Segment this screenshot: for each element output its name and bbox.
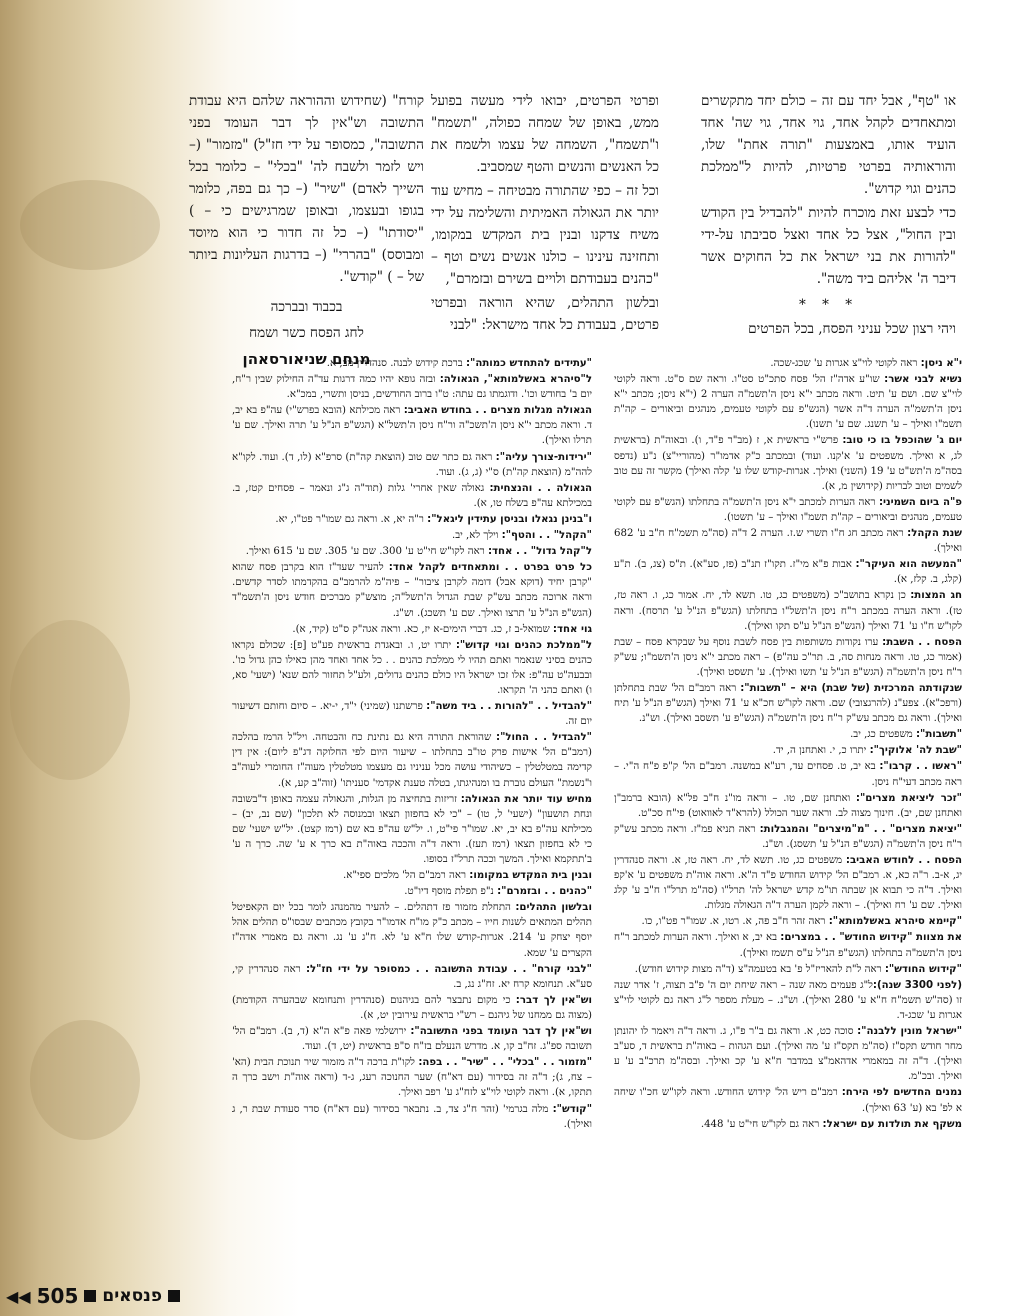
footnote-heading: שנקודתה המרכזית (של שבת) היא – "תשבות": [740,682,963,694]
footnote [614,822,962,852]
footnote-heading: "לבני קורח" . . עבודת התשובה . . כמסופר על ידי חז"ל: [305,963,592,975]
footnote-heading: נמנים החדשים לפי הירח: [841,1087,962,1099]
footnote-text: ראה גם לקו"ש חי"ט ע' 448. [700,1118,823,1130]
footnote-text: ברכת קידוש לבנה. סנהדרין מב, א. [326,358,466,369]
footnote [614,588,962,633]
footnote-heading: "קידוש החודש": [884,963,962,975]
footnote-heading: הפסח . . השבת: [882,636,962,648]
footnote-heading: גוי אחד: [552,623,592,635]
footnote [614,914,962,929]
footnote-heading: כל פרט בפרט . . ומתאחדים לקהל אחד: [388,562,592,574]
paragraph: ויהי רצון שכל עניני הפסח, בכל הפרטים [748,321,956,337]
footnote-text: להעיר שעד"ז הוא בקרבן פסח שהוא "קרבן יחיד (דוקא אבל) דומה לקרבן ציבור" – פיה"מ להרמב"ם בהקדמתו לסדר קדשים. וראה ארוכה מכתב עש"ק שבת הגדול ה'תשל"ה; מוצש"ק מברכים חודש ניסן ה'תשמ"ד (הגש"פ הנ"ל ע' תרצו ואילך. שם ע' תשכג). וש"נ. [232,562,592,619]
footnote-text: זריזות בתחיצה מן הגלות, והגאולה עצמה באופן ד"בשובה ונחת תושעון" (ישעי' ל, טו) – "כי לא בחפזון תצאו ובמנוסה לא תלכון" (שם נב, יב) – מכילתא עה"פ בא יב, יא. שמו"ר פי"ט, ו. יל"ש עה"פ בא שם (רמז קצט). יל"ש ישעי' שם כי לא בחפזון תצאו (רמז תעז). וראה ד"ה והככה באוה"ת בא כרך א ע' שה. כרך ה ע' ב'תתקמא ואילך. המשך וככה תרל"ז בסופו. [232,793,592,865]
footnote [614,853,962,913]
footnote-text: התחלת מזמור פז דתהלים. – להעיר מהמנהג לומר בכל יום הקאפיטל תהלים המתאים לשנות חייו – מכתב כ"ק מו"ח אדמו"ר בקובץ מכתבים שבסו"ס תהלים אהל יוסף יצחק ע' 214. אגרות-קודש שלו ח"א ע' לא. ח"ג ע' נג. וראה גם מאמרי אדה"ז הקצרים ע' שמא. [232,902,592,959]
footnote-heading: י"א ניסן: [920,358,962,369]
footnote-heading: נשיא לבני אשר: [884,374,962,386]
footnote-heading: "תשבות": [915,729,962,741]
footnote-text: ראה רמב"ם הל' שבת בתחלתן (ורפכ"א). צפע"נ (להרגצובי) שם. וראה לקו"ש חכ"א ע' 71 ואילך (הגש"פ הנ"ל ע' תיח ואילך). וראה גם מכתב עש"ק ר"ח ניסן ה'תשמ"ה (הגש"פ ע' תשסב ואילך). וש"נ. [614,682,963,725]
footnote [232,528,592,543]
footnote-text: ראה מכילתא (הובא בפרש"י) עה"פ בא יב, ד. וראה מכתב י"א ניסן ה'תשכ"ה ור"ח ניסן ה'תשל"א (הגש"פ הנ"ל ע' תרה ואילך. שם ע' תרלו ואילך). [232,405,592,447]
footnote-text: אבות פ"א מי"ז. תקו"ז תנ"ב (פז, סע"א). ת"ס (צג, ב). ת"ע (קלג, ב. קלז, א). [614,559,962,586]
footnote-heading: פ"ה ביום השמיני: [878,496,962,508]
footnote [232,900,592,960]
footnote-heading: הפסח . . לחודש האביב: [845,855,962,866]
footnote [232,1024,592,1054]
footnote [232,372,592,402]
footnote [232,730,592,790]
footnote-heading: וש"אין לך דבר העומד בפני התשובה": [410,1026,593,1038]
footnote-heading: "שבת לה' אלוקיך": [869,745,962,757]
signature: מנחם שניאורסאהן [242,350,371,368]
footnote-heading: "הקהל" . . והטף": [501,530,592,542]
footnote [614,930,962,960]
footnote-heading: ל"קהל גדול" . . אחד: [487,546,592,558]
footnote [614,1117,962,1132]
footnote-text: רמב"ם ריש הל' קידוש החודש. וראה לקו"ש חכ"ו שיחה א לפ' בא (ע' 63 ואילך). [614,1087,962,1114]
footnote-text: ראה ל"ת להאריז"ל פ' בא בטעמה"צ (ד"ה מצות קידוש חודש). [634,963,885,975]
footnote-heading: "קודש": [552,1103,592,1115]
footnote-text: ובזה גופא יהיו כמה דרגות עד"ה החילוק שבין ר"ח, יום ב' בחודש וכו'. ודוגמתו גם עתה: ט"ו ברוב החודשים, בניסן ותשרי, במכ"א. [232,374,592,401]
section-divider: * * * [798,297,859,313]
footnote-heading: ובלשון התהלים: [515,902,592,914]
footnote [232,512,592,527]
footnote-heading: "זכר ליציאת מצרים": [855,792,962,804]
footnote-heading: "יציאת מצרים" . . "מ"מיצרים" והמגבלות: [759,823,963,835]
footnote [614,759,962,789]
footnote-heading: ל"ממלכת כהנים וגוי קדוש": [455,639,592,651]
footnote [232,993,592,1023]
square-bullet-icon [84,1290,96,1302]
paragraph: וכל זה – כפי שהתורה מבטיחה – מחיש עוד יותר את הגאולה האמיתית והשלימה על ידי משיח צדקנו ובנין בית המקדש במקומו, ותחזינה עינינו – כולנו אנשים נשים וטף – "כהנים בעבודתם ולויים בשירם ובזמרם", [431,183,659,287]
footnote-text: משפטים כג, יב. [850,729,916,741]
square-bullet-icon [168,1290,180,1302]
paper-stain [20,180,160,270]
footnote-heading: ובנין בית המקדש במקומו: [469,870,592,882]
footnote-text: כן נקרא בתושב"כ (משפטים כג, טו. תשא לד, יח. אמור כג, ו. ראה טז, טז). וראה הערה במכתב ר"ח ניסן ה'תשל"ו בתחלתו (הגש"פ הנ"ל ע' תרסח). וראה לקו"ש ח"ו ע' 71 ואילך (הגש"פ הנ"ל ע"ס תקו ואילך). [614,590,962,632]
closing-greeting: לחג הפסח כשר ושמח [249,325,364,341]
footnote-text: שו"ע אדה"ז הל' פסח סתכ"ט סט"ו. וראה שם ס"ט. וראה לקוטי לוי"צ שם. ושם ע' תיט. וראה מכתב י"א ניסן ה'תשמ"ה הערה 2 (י"א ניסן; מכתב י"א ניסן ה'תשמ"ה הערה ד"ה אשר (הגש"פ עם לקוטי טעמים, מנהגים וביאורים – קה"ת תשמ"ו ואילך – ע' תשנג. שם ע' תשנו). [614,374,962,431]
footnote [232,868,592,883]
footnote [232,622,592,637]
footnote [232,699,592,729]
footnote-heading: (לפני 3300 שנה): [872,979,962,991]
footnote-text: מלה בגרמי' (זהר ח"ג צד, ב. נתבאר בסידור (עם דא"ח) סדר סעודת שבת ר, ג ואילך). [232,1103,592,1130]
footnote [614,635,962,680]
page-arrow-icon: ◀◀ [6,1286,31,1306]
footnote [614,1085,962,1115]
footnote-heading: "ישראל מונין ללבנה": [857,1026,962,1038]
footnote [614,356,962,371]
footnote [232,403,592,448]
footnote [614,1024,962,1084]
footnote [232,962,592,992]
paragraph: ובלשון התהלים, שהיא הוראה ובפרטי פרטים, בעבודת כל אחד מישראל: "לבני [431,295,659,333]
footnote-heading: ו"בנינן נגאלו ובניסן עתידין ליגאל": [427,513,592,525]
footnote-text: יתרו כ, י. ואתחנן ה, יד. [772,745,870,757]
footnote-text: ראה לקוטי לוי"צ אגרות ע' שכג-שכה. [770,358,921,369]
footnote-heading: יום ג' שהוכפל בו כי טוב: [842,435,962,447]
footnote-heading: "להבדיל . . החול": [496,732,592,744]
footnote-text: שהוראת התורה היא גם נתינת כח והבטחה. ויל"ל הרמז בהלכה (רמב"ם הל' אישות פרק טו"ב בתחלתו – שיעור היום לפי החלוקה דג"פ ליום): אין דין קדימה במטלטלין – כשיהודי עושה מכל עניניו גם מעצמו מטלטלין מעוה"ז החומרי לעוה"ב ו"נשמת" העולם גוברת בו ומנהיגתו, בטלה טענת אקדמי' סעניתו' (זוה"ב קע, א). [232,732,592,789]
intro-column-3 [189,90,424,372]
footnote-heading: שנת הקהל: [907,528,962,540]
footnote [232,638,592,698]
footnote [614,978,962,1023]
footnote [232,1055,592,1100]
footnote-heading: מחיש עוד יותר את הגאולה: [460,793,592,805]
footnote [232,356,592,371]
notes-column-left [232,356,592,1133]
footnote-heading: "המעשה הוא העיקר": [855,559,962,571]
footnote [232,792,592,867]
footnote-text: גאולה שאין אחרי' גלות (תוד"ה ג"ג ונאמר – פסחים קטז, ב. במכילתא עה"פ בשלח טו, א). [232,482,592,509]
footnote-heading: "להבדיל . . "להורות . . ביד משה": [426,701,592,713]
footnote [614,495,962,525]
footnote-text: כי מקום נתבצר להם בגיהנום (סנהדרין ותנחומא שבהערה הקודמת) (מצוה גם ממחנו של גיהנם – רש"י בראשית עירובין יט, א). [232,994,592,1021]
footnote [232,884,592,899]
footnote [614,962,962,977]
footnote-heading: וש"אין לך דבר: [515,994,592,1006]
footnote [614,372,962,432]
paper-stain [30,1020,140,1140]
footnote-text: ראה תניא פמ"ז. וראה מכתב עש"ק ר"ח ניסן ה'תשמ"ה (הגש"פ הנ"ל ע' תשסג). וש"נ. [614,823,962,850]
footnote-text: וילך לא, יב. [451,530,502,542]
footnote-heading: הגאולה מגלות מצרים . . בחודש האביב: [403,405,592,417]
footnote [232,1102,592,1132]
footnote-heading: "ירידות-צורך עליה": [495,451,592,463]
footnote-text: פרשתנו (שמיני) י"ד, י-יא. – סיום וחותם דשיעור יום זה. [232,701,592,728]
footnote [232,560,592,620]
footnote-text: יתרו יט, ו. ובאגדת בראשית פע"ט [פ]: שכולם נקראו כהנים בסיני שנאמר ואתם תהיו לי ממלכת כהנים . . כל אחד ואחד מהן כאילו כהן גדול כו'. ובבעה"ט עה"פ: אלו זכו ישראל היו כולם כהנים גדולים, ולע"ל תחזור להם שנא' (ישעי' סא, ו) ואתם כהני ה' תקראו. [232,639,592,696]
footnote-text: ראה סנהדרין קי, סע"א. תנחומא קרח יא. זח"ג נג, ב. [232,963,592,990]
footnote-heading: את מצוות "קידוש החודש" . . במצרים: [780,932,962,944]
footnote [614,791,962,821]
footnote-text: ל"ג פעמים מאה שנה – ראה שיחת יום ה' פ"ב תצוה, ז' אדר שנה זו (סה"ש תשמ"ח ח"א ע' 280 ואילך). וש"נ. – מעלת מספר ל"ג ראה גם לקוטי לוי"צ אגרות ע' שכג-ד. [614,979,962,1021]
footnote-heading: "קיימא סיהרא באשלמותא": [828,916,962,928]
closing-blessing: בכבוד ובברכה [270,299,343,315]
footnote-heading: הגאולה . . והנצחית: [489,482,592,494]
footnote-text: ערו נקודות משותפות בין פסח לשבת נוסף על שבקרא פסח – שבת (אמור כג, טו. וראה מנחות סה, ב. תר"כ עה"פ) – ראה מכתב י"א ניסן ה'תשמ"ו; עש"ק ר"ח ניסן ה'תשמ"ה (הגש"פ הנ"ל ע' תשו ואילך). ע' תשסט ואילך). [614,636,962,678]
footnote-text: ראה מכתב חג ח"ו תשרי ש.ז. הערה 2 ד"ה (סה"מ תשמ"ח ח"ב ע' 682 ואילך). [614,528,962,555]
footnote-text: ראה לקו"ש חי"ט ע' 300. שם ע' 305. שם ע' 615 ואילך. [245,546,488,558]
footnote-text: לקו"ת ברכה ד"ה מזמור שיר תנוכת הבית (הא' – צח, ג); ד"ה זה בסידור (עם דא"ח) שער החנוכה רעג, ג-ד (וראה אוה"ת וישב כרך ה תתקו, א). וראה לקוטי לוי"צ לזח"ג ע' רפב ואילך. [232,1057,592,1099]
footnote-text: ראה זהר ח"ב פה, א. רטו, א. שמו"ר פט"ו, כו. [641,916,829,928]
intro-column-2 [431,90,659,338]
footnote-heading: "עתידים להתחדש כמותה": [465,358,592,369]
magazine-name: פנסאים [102,1286,163,1306]
footnote [232,544,592,559]
paper-stain [10,620,130,780]
page-footer [6,1284,180,1308]
footnote-text: בא יב, א ואילך. וראה הערות למכתב ר"ח ניסן ה'תשמ"ה בתחלתו (הגש"פ הנ"ל ע"ס תשמז ואילך). [614,932,962,959]
footnote-text: ירושלמי פאה פ"א ה"א (ד, ב). רמב"ם הל' תשובה ספ"ג. זח"ב קו, א. מדרש הנעלם בז"ח ס"פ בראשית (יט, ד). ועוד. [232,1026,592,1053]
footnote-text: ואתחנן שם, טו. – וראה מו"נ ח"ב פל"א (הובא ברמב"ן ואתחנן שם, יב). חינוך מצוה לב. וראה שער הכולל (להרא"ד לאוואוט) פי"ח סכ"ט. [614,792,962,819]
footnote [614,526,962,556]
footnote [614,727,962,742]
footnote-text: ראה הערות למכתב י"א ניסן ה'תשמ"ה בתחלתו (הגש"פ עם לקוטי טעמים, מנהגים וביאורים – קה"ת תשמ"ו ואילך – ע' תשטו). [614,496,962,523]
page-number: 505 [36,1284,79,1308]
footnote-heading: חג המצות: [910,590,962,602]
footnote [614,743,962,758]
footnote-heading: "ראשו . . קרבו": [879,761,962,773]
footnote-text: ר"ה יא, א. וראה גם שמו"ר פט"ו, יא. [275,513,428,525]
footnote-text: נ"פ תפלת מוסף דיו"ט. [404,886,498,898]
paragraph: קורח" (שחידוש וההוראה שלהם היא עבודת התשובה וש"אין לך דבר העומד בפני התשובה", כמסופר על ידי חז"ל) "מזמור" (– ויש לזמר ולשבח לה' "בכלי" – כלומר בכל השייך לאדם) "שיר" (– כך גם בפה, כלומר בגופו ובעצמו, ובאופן שמרגישים כי – ) "יסודתו" (– כל זה חדור כי הוא מיוסד ומבוסס) "בהררי" (– בדרגות העליונות ביותר של – ) "קודש". [189,93,424,285]
footnote-heading: "כהנים . . ובזמרם": [497,886,592,898]
footnote-text: ראה רמב"ם הל' מלכים ספי"א. [343,870,470,882]
paragraph: ופרטי הפרטים, יבואו לידי מעשה בפועל ממש, באופן של שמחה כפולה, "תשמח" ו"תשמח", השמחה של עצמו ולשמח את כל האנשים והנשים והטף שמסביב. [431,93,659,175]
notes-column-right [614,356,962,1133]
footnote-text: פרש"י בראשית א, ז (מב"ר פ"ד, ו). ובאוה"ת (בראשית לג, א ואילך. משפטים ע' א'קנו. ועוד) ובמכתב כ"ק אדמו"ר (מהוריי"צ) נ"ע (נדפס בסה"מ ה'תש"ט ע' 19 (השני) ואילך. אגרות-קודש שלו ע' קלה ואילך) מקשר זה עם טוב לשמים וטוב לבריות (קידושין מ, א). [614,435,962,492]
footnote-text: שמואל-ב ז, כג. דברי הימים-א יז, כא. וראה אגה"ק ס"ט (קיד, א). [292,623,553,635]
footnote [614,433,962,493]
footnote-text: בא יב, ט. פסחים עד, רע"א במשנה. רמב"ם הל' ק"פ פ"ח ה"י. – ראה מכתב דעי"ח ניסן. [614,761,962,788]
footnote-text: ראה גם כתר שם טוב (הוצאת קה"ת) סרפ"א (לו, ד). ועוד. לקו"א להה"מ (הוצאת קה"ת) ס"י (ג, ג). ועוד. [232,451,592,478]
paragraph: או "טף", אבל יחד עם זה – כולם יחד מתקשרים ומתאחדים לקהל אחד, גוי אחד, גוי שה' אחד הועיד אותו, באמצעות "תורה אחת" שלו, והוראותיה בפרטי פרטיות, להיות ל"ממלכת כהנים וגוי קדוש". [701,93,956,197]
footnote-heading: ל"סיהרא באשלמותא", הגאולה: [439,374,592,386]
footnote-text: סוכה כט, א. וראה גם ב"ר פ"ו, ג. וראה ד"ה ויאמר לו יהונתן מחר חודש תקס"ז (סה"מ תקס"ז ע' מה ואילך). ועם הגהות – באוה"ת בראשית ד, סע"ב ואילך). ד"ה זה במאמרי אדהאמ"צ במדבר ח"א ע' קכ ואילך. ובסה"מ תרכ"ב ע' ע ואילך. ובכ"מ. [614,1026,962,1083]
footnote [232,450,592,480]
footnote [232,481,592,511]
footnote-heading: "מזמור . . "בכלי" . . "שיר" . . בפה: [418,1057,592,1069]
footnote [614,681,962,726]
footnote-text: משפטים כג, טו. תשא לד, יח. ראה טז, א. וראה סנהדרין יג, א-ב. ר"ה כא, א. רמב"ם הל' קידוש החודש פ"ד ה"א. וראה אוה"ת משפטים ע' א'קפ ואילך. ד"ה כי תבוא אן שבתה תו"מ קדש ישראל לה' תרל"ו (סה"מ תרל"ו ח"ב ע' קלג ואילך. שם ע' רח ואילך). – וראה לקמן הערה ד"ה הגאולה מגלות. [614,855,962,912]
paragraph: כדי לבצע זאת מוכרח להיות "להבדיל בין הקודש ובין החול", אצל כל אחד ואצל סביבתו על-ידי "להורות את בני ישראל את כל החוקים אשר דיבר ה' אליהם ביד משה". [701,205,956,287]
intro-column-1 [701,90,956,342]
footnote [614,557,962,587]
footnote-heading: משקף את תולדות עם ישראל: [822,1118,962,1130]
